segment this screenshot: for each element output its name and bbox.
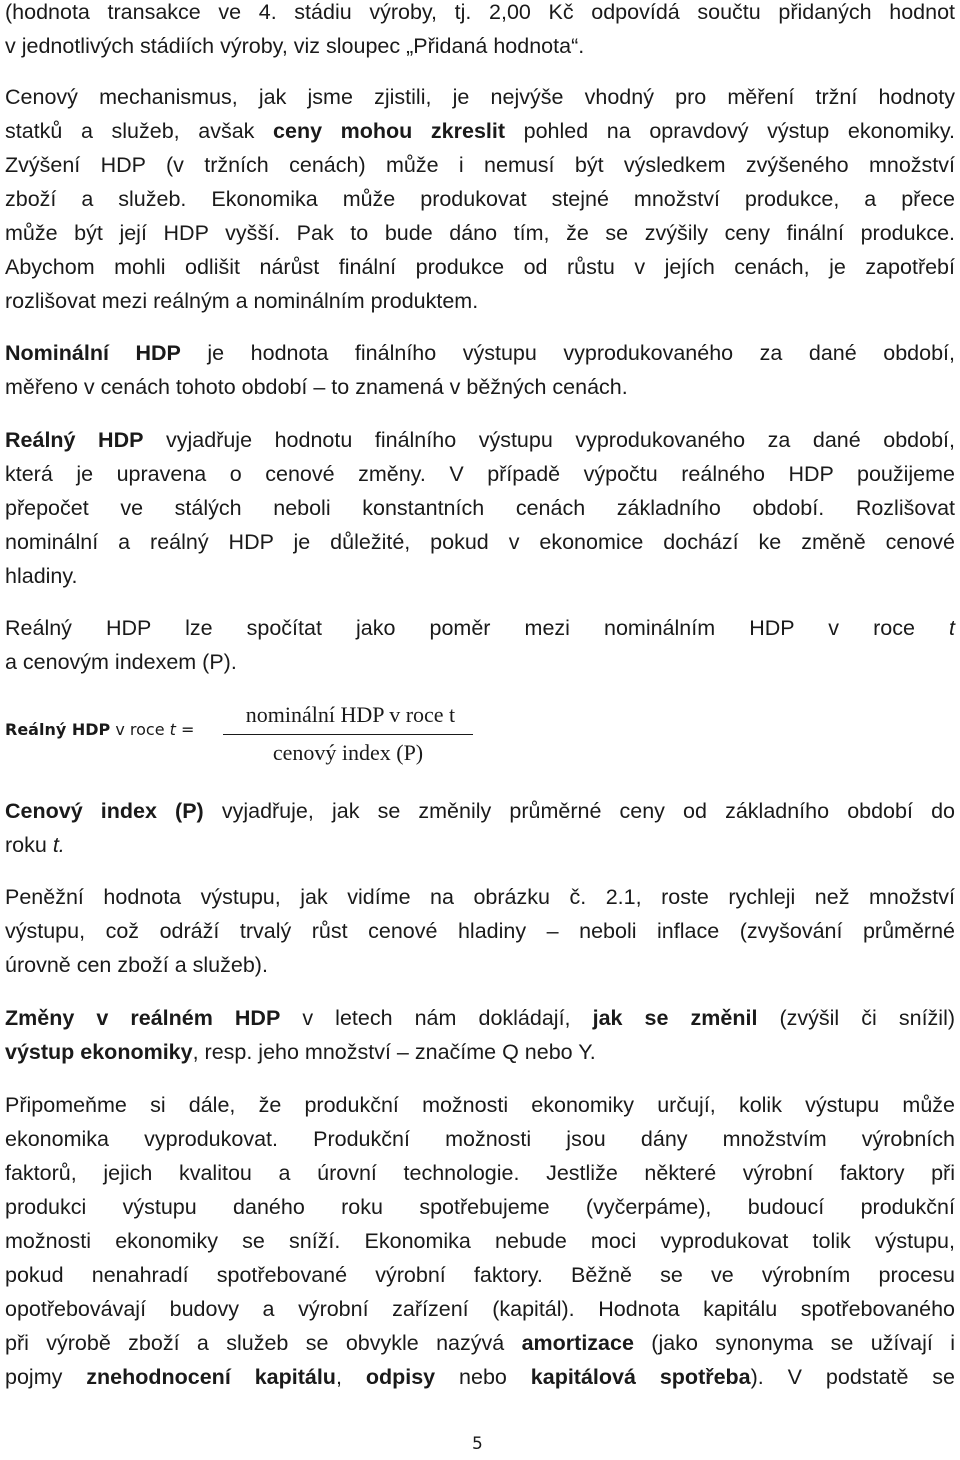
text-line: Zvýšení HDP (v tržních cenách) může i nemusí být výsledkem zvýšeného množství [5,153,955,177]
formula-numerator: nominální HDP v roce t [245,702,456,727]
text-line: hladiny. [5,564,78,588]
text-run: roku [5,833,53,857]
text-line: přepočet ve stálých neboli konstantních cenách základního období. Rozlišovat [5,496,955,520]
text-run: Reálný HDP lze spočítat jako poměr mezi nominálním HDP v roce [5,616,950,640]
text-line [5,1326,955,1360]
variable-t: t [949,616,955,640]
text-run: (zvýšil či snížil) [757,1006,956,1030]
text-line: možnosti ekonomiky se sníží. Ekonomika nebude moci vyprodukovat tolik výstupu, [5,1229,955,1253]
paragraph-real-gdp-changes [5,1001,955,1069]
term-amortization: amortizace [521,1331,634,1355]
term-capital-consumption: kapitálová spotřeba [530,1365,751,1389]
paragraph-transaction-value [5,0,955,63]
text-line: produkci výstupu daného roku spotřebujeme (vyčerpáme), budoucí produkční [5,1195,955,1219]
text-line: měřeno v cenách tohoto období – to znamená v běžných cenách. [5,375,628,399]
text-line [5,1001,955,1035]
text-line [5,1035,955,1069]
text-line [5,828,955,862]
text-line: a cenovým indexem (P). [5,650,237,674]
text-run: v roce [110,720,170,739]
text-run: vyjadřuje hodnotu finálního výstupu vyprodukovaného za dané období, [143,428,955,452]
text-line: rozlišovat mezi reálným a nominálním produktem. [5,289,479,313]
text-line: výstupu, což odráží trvalý růst cenové hladiny – neboli inflace (zvyšování průměrné [5,919,955,943]
paragraph-price-mechanism [5,80,955,318]
paragraph-nominal-gdp [5,336,955,404]
text-line [5,1360,955,1394]
paragraph-real-gdp [5,423,955,593]
fraction-bar [223,734,473,735]
text-line: která je upravena o cenové změny. V případě výpočtu reálného HDP použijeme [5,462,955,486]
paragraph-price-index [5,794,955,862]
text-run: při výrobě zboží a služeb se obvykle nazývá [5,1331,522,1355]
text-run: statků a služeb, avšak [5,119,274,143]
text-line: ekonomika vyprodukovat. Produkční možnosti jsou dány množstvím výrobních [5,1127,955,1151]
term-price-index: Cenový index (P) [5,799,204,823]
text-line: faktorů, jejich kvalitou a úrovní technologie. Jestliže některé výrobní faktory při [5,1161,955,1185]
emphasis-prices-distort: ceny mohou zkreslit [273,119,506,143]
term-nominal-gdp: Nominální HDP [5,341,181,365]
text-run: (jako synonyma se užívají i [633,1331,955,1355]
text-line: Připomeňme si dále, že produkční možnosti ekonomiky určují, kolik výstupu může [5,1093,955,1117]
text-run: vyjadřuje, jak se změnily průměrné ceny od základního období do [203,799,955,823]
text-line [5,423,955,457]
variable-t: t. [52,833,65,857]
text-line [5,114,955,148]
text-line: Peněžní hodnota výstupu, jak vidíme na obrázku č. 2.1, roste rychleji než množství [5,885,955,909]
term-changes-real-gdp: Změny v reálném HDP [5,1006,281,1030]
text-run: , resp. jeho množství – značíme Q nebo Y. [192,1040,596,1064]
text-run: nebo [435,1365,531,1389]
term-write-offs: odpisy [365,1365,436,1389]
text-line: opotřebovávají budovy a výrobní zařízení (kapitál). Hodnota kapitálu spotřebovaného [5,1297,955,1321]
text-line [5,336,955,370]
text-run: je hodnota finálního výstupu vyprodukovaného za dané období, [180,341,955,365]
text-run: , [335,1365,366,1389]
text-line [5,611,955,645]
formula-denominator: cenový index (P) [272,740,424,765]
text-line: Cenový mechanismus, jak jsme zjistili, je nejvýše vhodný pro měření tržní hodnoty [5,85,955,109]
real-gdp-formula [5,700,955,780]
equals-sign: = [175,720,195,739]
paragraph-money-value [5,880,955,982]
formula-term: Reálný HDP [5,720,111,739]
variable-t: t [169,720,176,739]
text-run: v letech nám dokládají, [280,1006,593,1030]
text-line [5,794,955,828]
text-line: úrovně cen zboží a služeb). [5,953,268,977]
text-line: může být její HDP vyšší. Pak to bude dáno tím, že se zvýšily ceny finální produkce. [5,221,955,245]
term-capital-depreciation: znehodnocení kapitálu [86,1365,336,1389]
text-run: pojmy [5,1365,87,1389]
text-line: Abychom mohli odlišit nárůst finální produkce od růstu v jejích cenách, je zapotřebí [5,255,955,279]
term-real-gdp: Reálný HDP [5,428,144,452]
emphasis-how-changed: jak se změnil [592,1006,758,1030]
page-number: 5 [472,1434,483,1454]
paragraph-real-gdp-calc [5,611,955,679]
text-run: ). V podstatě se [750,1365,956,1389]
formula-lhs [5,720,194,739]
paragraph-production-possibilities [5,1088,955,1394]
text-line: pokud nenahradí spotřebované výrobní faktory. Běžně se ve výrobním procesu [5,1263,955,1287]
text-line: (hodnota transakce ve 4. stádiu výroby, tj. 2,00 Kč odpovídá součtu přidaných hodnot [5,0,955,24]
text-line: zboží a služeb. Ekonomika může produkovat stejné množství produkce, a přece [5,187,955,211]
emphasis-economy-output: výstup ekonomiky [5,1040,193,1064]
text-line: v jednotlivých stádiích výroby, viz sloupec „Přidaná hodnota“. [5,34,585,58]
text-run: pohled na opravdový výstup ekonomiky. [505,119,956,143]
text-line: nominální a reálný HDP je důležité, pokud v ekonomice dochází ke změně cenové [5,530,955,554]
